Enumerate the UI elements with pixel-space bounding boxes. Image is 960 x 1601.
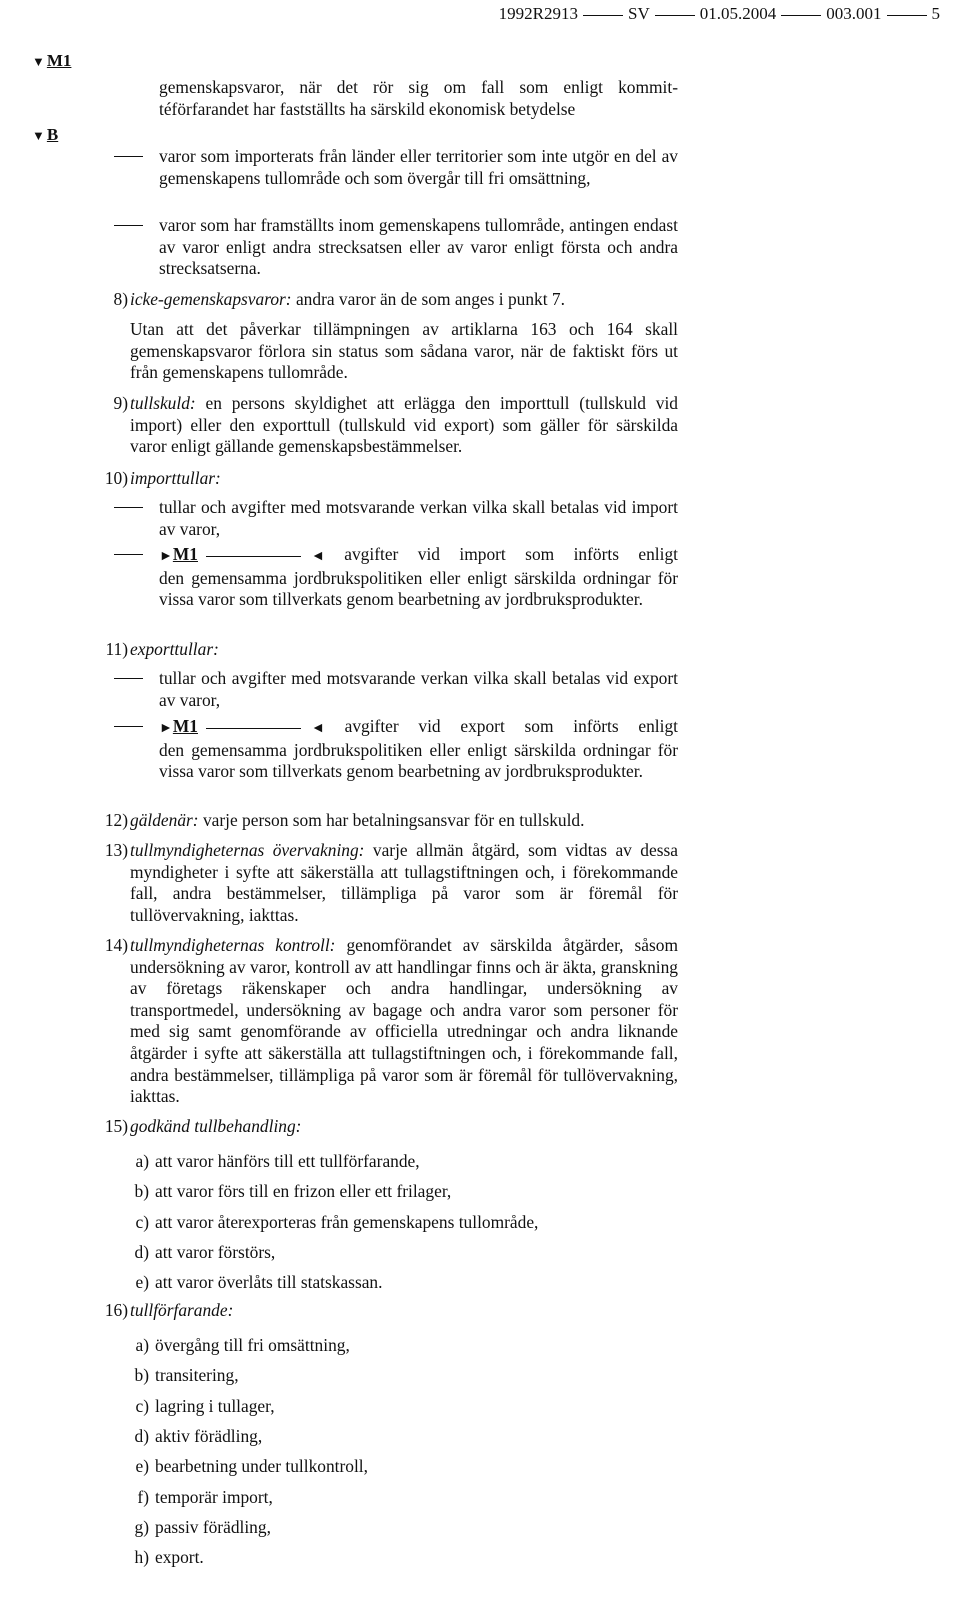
- sub-item-text: transitering,: [155, 1365, 239, 1386]
- left-arrow-icon: ◄: [310, 549, 325, 564]
- marker-b: [32, 125, 58, 145]
- doc-date: 01.05.2004: [699, 4, 777, 23]
- m1-inline-marker: M1: [172, 544, 198, 564]
- page-number: 5: [931, 4, 940, 23]
- item12: gäldenär: varje person som har betalningsansvar för en tullskuld.: [130, 810, 585, 830]
- dash-mark: [114, 678, 143, 679]
- sub-item-label: a): [135, 1335, 149, 1355]
- sub-item-label: c): [135, 1211, 149, 1232]
- deleted-text-dash: [206, 556, 301, 557]
- sub-item-text: passiv förädling,: [155, 1516, 271, 1537]
- header-dash: [655, 15, 695, 16]
- sub-item-text: export.: [155, 1547, 204, 1568]
- left-arrow-icon: ◄: [310, 721, 325, 736]
- marker-m1: [32, 51, 71, 71]
- sub-item-text: aktiv förädling,: [155, 1425, 263, 1446]
- intro-line-1: gemenskapsvaror, när det rör sig om fall som enligt kommit-: [159, 77, 678, 97]
- item9-text: en persons skyldighet att erlägga den importtull (tullskuld vid import) eller den exporttull (tullskuld vid export) som gäller för särskilda varor enligt gällande gemenskapsbestämmelser.: [130, 393, 678, 457]
- item7-dash-1-text: varor som importerats från länder eller territorier som inte utgör en del av gemenskapens tullområde och som övergår till fri omsättning,: [159, 146, 678, 188]
- header-dash: [887, 15, 927, 16]
- sub-item-text: att varor hänförs till ett tullförfarande,: [155, 1151, 420, 1171]
- sub-item-text: övergång till fri omsättning,: [155, 1335, 350, 1355]
- sub-item-label: f): [137, 1486, 149, 1507]
- item10-dash-2: ►M1 ◄ avgifter vid import som införts enligt den gemensamma jordbrukspolitiken eller enligt särskilda ordningar för vissa varor som tillverkats genom bearbetning av jordbruksprodukter.: [159, 544, 678, 611]
- header-dash: [583, 15, 623, 16]
- item15-term: godkänd tullbehandling:: [130, 1116, 302, 1136]
- m1-inline-marker: M1: [172, 716, 198, 736]
- item8: [130, 289, 678, 311]
- sub-item-text: bearbetning under tullkontroll,: [155, 1456, 368, 1477]
- sub-item-label: b): [134, 1365, 149, 1386]
- item8-paragraph: Utan att det påverkar tillämpningen av artiklarna 163 och 164 skall gemenskapsvaror förlora sin status som sådana varor, när de faktiskt förs ut från gemenskapens tullområde.: [130, 319, 678, 383]
- dash-mark: [114, 726, 143, 727]
- item8-text: andra varor än de som anges i punkt 7.: [291, 289, 565, 309]
- item9-term: tullskuld:: [130, 393, 196, 413]
- doc-id: 1992R2913: [498, 4, 579, 23]
- doc-version: 003.001: [826, 4, 882, 23]
- item9: [130, 393, 678, 458]
- dash-mark: [114, 507, 143, 508]
- dash-mark: [114, 225, 143, 226]
- sub-item-label: d): [134, 1425, 149, 1446]
- sub-item-text: att varor förs till en frizon eller ett frilager,: [155, 1181, 452, 1202]
- sub-item-label: b): [134, 1181, 149, 1202]
- right-arrow-icon: ►: [159, 721, 173, 736]
- triangle-down-icon: ▼: [32, 128, 45, 143]
- sub-item-label: h): [134, 1547, 149, 1568]
- item7-dash-1: [159, 146, 678, 189]
- doc-lang: SV: [628, 4, 650, 23]
- item11-dash-1: tullar och avgifter med motsvarande verkan vilka skall betalas vid export av varor,: [159, 668, 678, 711]
- intro-text: [159, 77, 678, 120]
- intro-line-2: téförfarandet har fastställts ha särskild ekonomisk betydelse: [159, 98, 576, 119]
- sub-item-label: c): [135, 1395, 149, 1416]
- item14: tullmyndigheternas kontroll: genomförandet av särskilda åtgärder, såsom undersökning av varor, kontroll av att handlingar finns och är äkta, granskning av företags räkenskaper och andra handlingar, undersökning av transportmedel, undersökning av bagage och andra varor som personer för med sig samt genomförande av officiella utredningar och andra liknande åtgärder i syfte att säkerställa att tullagstiftningen och, i förekommande fall, andra bestämmelser, tillämpliga på varor som är föremål för tullövervakning, iakttas.: [130, 935, 678, 1107]
- sub-item-text: temporär import,: [155, 1486, 273, 1507]
- triangle-down-icon: ▼: [32, 54, 45, 69]
- item10-dash-1: tullar och avgifter med motsvarande verkan vilka skall betalas vid import av varor,: [159, 497, 678, 540]
- marker-m1-code: M1: [46, 51, 72, 70]
- right-arrow-icon: ►: [159, 549, 173, 564]
- marker-b-code: B: [46, 125, 59, 144]
- deleted-text-dash: [206, 728, 301, 729]
- item11-term: exporttullar:: [130, 639, 219, 659]
- sub-item-text: lagring i tullager,: [155, 1395, 275, 1416]
- sub-item-label: e): [135, 1456, 149, 1477]
- sub-item-text: att varor återexporteras från gemenskapens tullområde,: [155, 1211, 539, 1232]
- dash-mark: [114, 554, 143, 555]
- header-dash: [781, 15, 821, 16]
- item7-dash-2-text: varor som har framställts inom gemenskapens tullområde, antingen endast av varor enligt andra strecksatsen eller av varor enligt första och andra strecksatserna.: [159, 215, 678, 279]
- sub-item-label: a): [135, 1151, 149, 1171]
- item8-term: icke-gemenskapsvaror:: [130, 289, 292, 309]
- dash-mark: [114, 156, 143, 157]
- sub-item-label: e): [135, 1272, 149, 1293]
- item11-dash-2: ►M1 ◄ avgifter vid export som införts enligt den gemensamma jordbrukspolitiken eller enligt särskilda ordningar för vissa varor som tillverkats genom bearbetning av jordbruksprodukter.: [159, 716, 678, 783]
- page-header: [499, 4, 940, 24]
- sub-item-label: g): [134, 1516, 149, 1537]
- sub-item-label: d): [134, 1241, 149, 1262]
- sub-item-text: att varor förstörs,: [155, 1241, 276, 1262]
- sub-item-text: att varor överlåts till statskassan.: [155, 1272, 383, 1293]
- item10-term: importtullar:: [130, 468, 221, 488]
- item16-term: tullförfarande:: [130, 1300, 234, 1320]
- item13: tullmyndigheternas övervakning: varje allmän åtgärd, som vidtas av dessa myndigheter i syfte att säkerställa att tullagstiftningen och, i förekommande fall, andra bestämmelser, tillämpliga på varor som är föremål för tullövervakning, iakttas.: [130, 840, 678, 925]
- item7-dash-2: [159, 215, 678, 280]
